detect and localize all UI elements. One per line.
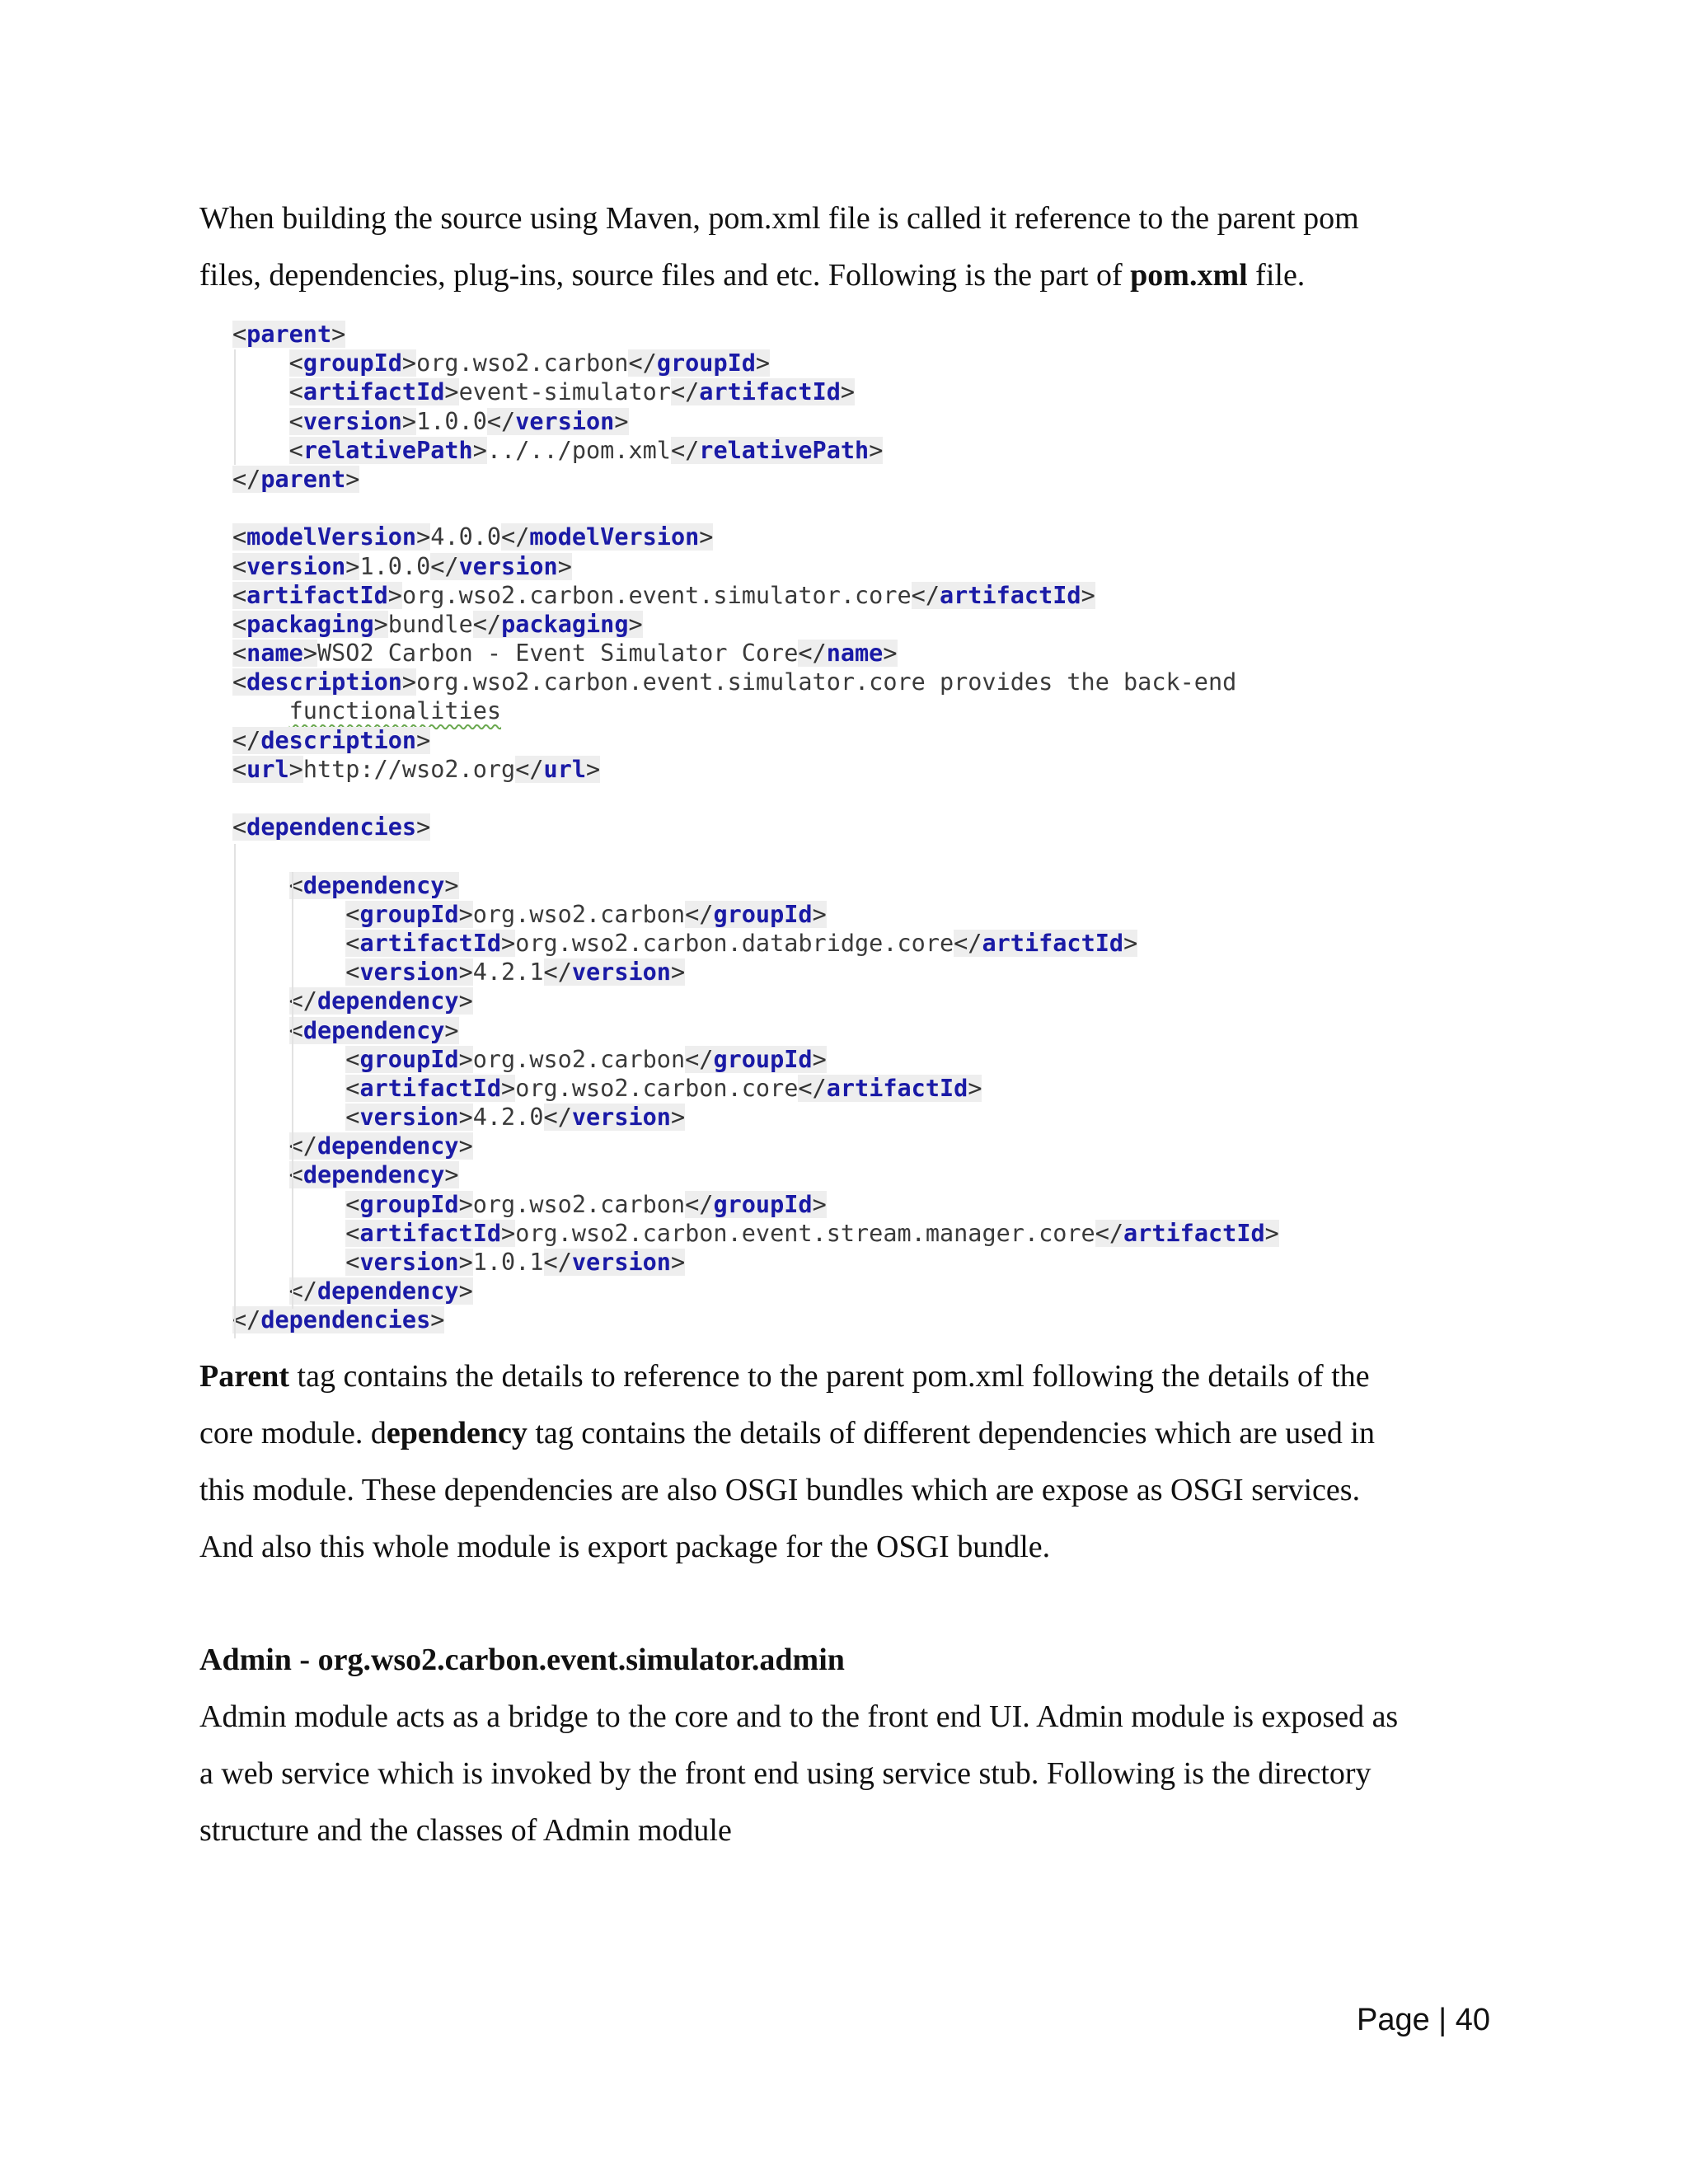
xml-text: 4.2.0 — [472, 1104, 544, 1132]
xml-tag-name: version — [515, 407, 615, 435]
xml-bracket: < — [288, 1161, 303, 1189]
xml-bracket: < — [232, 813, 247, 841]
xml-bracket: > — [458, 1132, 473, 1160]
xml-bracket: < — [345, 1045, 360, 1073]
xml-bracket: > — [416, 523, 431, 551]
code-indent — [232, 1075, 345, 1102]
code-line — [232, 784, 1320, 813]
xml-bracket: > — [699, 523, 714, 551]
code-line — [232, 726, 1320, 755]
xml-bracket: > — [458, 958, 473, 987]
xml-tag-name: packaging — [246, 610, 374, 638]
code-line — [232, 987, 1320, 1015]
xml-bracket: < — [232, 321, 247, 348]
xml-bracket: < — [232, 581, 247, 609]
xml-bracket: > — [444, 1016, 459, 1044]
xml-tag-name: artifactId — [359, 929, 502, 957]
code-line — [232, 552, 1320, 581]
xml-tag-name: dependency — [302, 1161, 445, 1189]
xml-text: 1.0.0 — [416, 407, 487, 435]
xml-text: functionalities — [288, 697, 502, 725]
xml-tag-name: artifactId — [302, 378, 445, 406]
xml-bracket: > — [416, 813, 431, 841]
xml-bracket: > — [812, 1190, 827, 1218]
xml-bracket: > — [869, 436, 884, 464]
xml-tag-name: name — [826, 640, 884, 668]
code-indent — [232, 697, 289, 724]
xml-tag-name: groupId — [359, 900, 459, 928]
xml-tag-name: artifactId — [246, 581, 388, 609]
code-indent — [232, 1277, 289, 1305]
xml-tag-name: modelVersion — [246, 523, 417, 551]
xml-tag-name: version — [359, 958, 459, 987]
intro-line-2 — [199, 247, 1502, 304]
xml-bracket: < — [345, 1249, 360, 1276]
xml-bracket: > — [501, 1074, 516, 1102]
xml-bracket: < — [288, 378, 303, 406]
xml-bracket: < — [288, 871, 303, 899]
pom-xml-bold: pom.xml — [1130, 258, 1248, 293]
intro-line-2-end: file. — [1247, 258, 1306, 293]
xml-bracket: < — [345, 958, 360, 987]
xml-tag-name: version — [571, 1104, 671, 1132]
xml-text: 1.0.0 — [359, 552, 431, 580]
code-indent — [232, 1161, 289, 1188]
code-line — [232, 1219, 1320, 1248]
xml-tag-name: artifactId — [359, 1219, 502, 1247]
code-line — [232, 755, 1320, 784]
xml-tag-name: groupId — [713, 900, 813, 928]
xml-bracket: > — [458, 1104, 473, 1132]
xml-tag-name: artifactId — [699, 378, 841, 406]
code-indent — [232, 901, 345, 928]
xml-tag-name: artifactId — [939, 581, 1081, 609]
xml-bracket: > — [628, 610, 643, 638]
xml-bracket: </ — [1095, 1219, 1124, 1247]
xml-bracket: </ — [501, 523, 530, 551]
admin-line-1: Admin module acts as a bridge to the core and to the front end UI. Admin module is exposed as — [199, 1699, 1399, 1734]
xml-tag-name: version — [571, 1249, 671, 1276]
code-line — [232, 639, 1320, 668]
admin-heading-text: Admin - org.wso2.carbon.event.simulator.admin — [199, 1643, 845, 1677]
code-line — [232, 871, 1320, 900]
xml-bracket: > — [373, 610, 388, 638]
code-line — [232, 1045, 1320, 1074]
xml-text: org.wso2.carbon — [472, 1190, 686, 1218]
code-indent — [232, 1132, 289, 1160]
xml-tag-name: groupId — [713, 1045, 813, 1073]
xml-bracket: < — [232, 552, 247, 580]
code-line — [232, 929, 1320, 958]
xml-bracket: </ — [232, 726, 261, 754]
xml-tag-name: groupId — [656, 349, 756, 377]
xml-text: 4.2.1 — [472, 958, 544, 987]
xml-bracket: > — [401, 407, 417, 435]
code-line — [232, 958, 1320, 987]
code-line — [232, 1248, 1320, 1277]
code-line — [232, 494, 1320, 523]
xml-text: org.wso2.carbon.event.simulator.core — [401, 581, 912, 609]
xml-bracket: </ — [670, 436, 700, 464]
xml-bracket: < — [232, 640, 247, 668]
xml-bracket: </ — [628, 349, 657, 377]
xml-bracket: </ — [288, 1132, 317, 1160]
admin-line-2: a web service which is invoked by the front end using service stub. Following is the directory — [199, 1756, 1372, 1791]
code-line — [232, 465, 1320, 494]
xml-text: 4.0.0 — [430, 523, 502, 551]
xml-bracket: > — [557, 552, 572, 580]
xml-bracket: > — [458, 900, 473, 928]
xml-bracket: < — [288, 349, 303, 377]
xml-bracket: < — [345, 1219, 360, 1247]
xml-tag-name: groupId — [713, 1190, 813, 1218]
xml-bracket: > — [1081, 581, 1095, 609]
xml-bracket: < — [232, 523, 247, 551]
code-indent — [232, 1104, 345, 1131]
code-line — [232, 610, 1320, 639]
xml-tag-name: relativePath — [302, 436, 473, 464]
xml-text: org.wso2.carbon.event.simulator.core provides the back-end — [416, 668, 1237, 696]
xml-bracket: < — [288, 407, 303, 435]
xml-tag-name: version — [458, 552, 558, 580]
dependency-bold: ependency — [386, 1416, 528, 1451]
admin-line-3: structure and the classes of Admin module — [199, 1813, 732, 1848]
xml-bracket: > — [458, 1190, 473, 1218]
xml-tag-name: description — [246, 668, 402, 696]
xml-bracket: > — [444, 378, 459, 406]
admin-heading — [199, 1632, 1502, 1689]
xml-bracket: < — [288, 1016, 303, 1044]
xml-tag-name: artifactId — [1123, 1219, 1265, 1247]
code-indent — [232, 987, 289, 1015]
code-line — [232, 581, 1320, 610]
xml-bracket: </ — [486, 407, 516, 435]
xml-bracket: </ — [472, 610, 502, 638]
intro-line-1: When building the source using Maven, pom.xml file is called it reference to the parent pom — [199, 201, 1359, 236]
xml-bracket: > — [1123, 929, 1138, 957]
parent-dependency-paragraph — [199, 1348, 1502, 1576]
xml-tag-name: dependency — [302, 871, 445, 899]
xml-bracket: </ — [685, 1045, 714, 1073]
code-line — [232, 1305, 1320, 1334]
xml-bracket: > — [812, 900, 827, 928]
xml-tag-name: relativePath — [699, 436, 870, 464]
code-line — [232, 1190, 1320, 1219]
indent-guide-parent — [234, 349, 236, 465]
code-line — [232, 407, 1320, 436]
code-line — [232, 377, 1320, 406]
xml-bracket: > — [472, 436, 487, 464]
xml-bracket: </ — [543, 1249, 572, 1276]
xml-bracket: > — [288, 755, 303, 783]
xml-bracket: > — [416, 726, 431, 754]
xml-tag-name: dependency — [316, 1277, 459, 1305]
para2-line-2 — [199, 1405, 1502, 1462]
code-line — [232, 696, 1320, 725]
pom-xml-code-screenshot — [232, 320, 1320, 1338]
code-indent — [232, 1249, 345, 1276]
xml-tag-name: version — [359, 1249, 459, 1276]
xml-bracket: </ — [798, 1074, 827, 1102]
xml-tag-name: version — [302, 407, 402, 435]
xml-bracket: </ — [232, 1306, 261, 1334]
xml-tag-name: dependency — [316, 1132, 459, 1160]
xml-text: bundle — [387, 610, 473, 638]
code-indent — [232, 930, 345, 957]
xml-bracket: </ — [954, 929, 982, 957]
xml-bracket: > — [401, 668, 417, 696]
xml-bracket: </ — [685, 900, 714, 928]
code-line — [232, 813, 1320, 841]
xml-text: org.wso2.carbon — [472, 1045, 686, 1073]
code-line — [232, 1074, 1320, 1103]
xml-bracket: > — [840, 378, 856, 406]
xml-bracket: > — [444, 1161, 459, 1189]
xml-bracket: > — [670, 958, 686, 987]
xml-bracket: </ — [232, 465, 261, 493]
code-line — [232, 349, 1320, 377]
code-indent — [232, 408, 289, 435]
xml-bracket: > — [586, 755, 601, 783]
xml-bracket: </ — [543, 1104, 572, 1132]
xml-tag-name: version — [571, 958, 671, 987]
xml-text: http://wso2.org — [302, 755, 516, 783]
code-indent — [232, 872, 289, 899]
xml-bracket: </ — [515, 755, 544, 783]
code-indent — [232, 1046, 345, 1073]
intro-paragraph — [199, 190, 1502, 304]
xml-tag-name: name — [246, 640, 303, 668]
code-indent — [232, 437, 289, 464]
xml-bracket: > — [1264, 1219, 1279, 1247]
xml-bracket: < — [345, 929, 360, 957]
xml-text: org.wso2.carbon.core — [515, 1074, 799, 1102]
para2-line-1-text: tag contains the details to reference to the parent pom.xml following the details of the — [289, 1359, 1370, 1394]
xml-bracket: > — [812, 1045, 827, 1073]
xml-bracket: > — [444, 871, 459, 899]
code-line — [232, 523, 1320, 551]
xml-bracket: < — [232, 668, 247, 696]
para2-line-2-text: tag contains the details of different dependencies which are used in — [527, 1416, 1375, 1451]
xml-bracket: > — [501, 1219, 516, 1247]
xml-text: org.wso2.carbon — [472, 900, 686, 928]
xml-tag-name: modelVersion — [529, 523, 700, 551]
xml-text: org.wso2.carbon — [416, 349, 629, 377]
code-indent — [232, 1191, 345, 1218]
xml-tag-name: groupId — [302, 349, 402, 377]
para2-line-2-start: core module. d — [199, 1416, 387, 1451]
xml-bracket: > — [458, 1249, 473, 1276]
code-line — [232, 1103, 1320, 1132]
xml-tag-name: url — [246, 755, 289, 783]
code-line — [232, 1132, 1320, 1160]
xml-bracket: </ — [911, 581, 940, 609]
xml-tag-name: parent — [260, 465, 346, 493]
xml-bracket: </ — [430, 552, 459, 580]
xml-bracket: > — [670, 1104, 686, 1132]
code-line — [232, 436, 1320, 465]
xml-bracket: > — [430, 1306, 445, 1334]
code-line — [232, 668, 1320, 696]
xml-tag-name: dependency — [316, 987, 459, 1015]
xml-tag-name: dependencies — [246, 813, 417, 841]
page-number: Page | 40 — [1356, 2003, 1490, 2037]
intro-line-2-text: files, dependencies, plug-ins, source files and etc. Following is the part of — [199, 258, 1131, 293]
xml-bracket: </ — [685, 1190, 714, 1218]
xml-bracket: </ — [288, 1277, 317, 1305]
xml-tag-name: url — [543, 755, 587, 783]
xml-tag-name: dependency — [302, 1016, 445, 1044]
xml-bracket: < — [345, 1104, 360, 1132]
code-line — [232, 841, 1320, 870]
xml-bracket: </ — [670, 378, 700, 406]
xml-bracket: > — [614, 407, 629, 435]
para2-line-1 — [199, 1348, 1502, 1405]
xml-tag-name: parent — [246, 321, 332, 348]
xml-tag-name: version — [359, 1104, 459, 1132]
xml-bracket: > — [670, 1249, 686, 1276]
xml-tag-name: artifactId — [359, 1074, 502, 1102]
xml-tag-name: description — [260, 726, 417, 754]
indent-guide-dependency — [292, 872, 293, 1309]
xml-bracket: > — [883, 640, 898, 668]
xml-bracket: > — [387, 581, 402, 609]
xml-bracket: < — [232, 755, 247, 783]
xml-bracket: </ — [288, 987, 317, 1015]
xml-bracket: </ — [798, 640, 827, 668]
xml-bracket: > — [331, 321, 346, 348]
xml-text: org.wso2.carbon.event.stream.manager.core — [515, 1219, 1095, 1247]
para2-line-4: And also this whole module is export package for the OSGI bundle. — [199, 1530, 1051, 1564]
code-line — [232, 320, 1320, 349]
code-indent — [232, 1220, 345, 1247]
xml-text: 1.0.1 — [472, 1249, 544, 1276]
xml-tag-name: version — [246, 552, 346, 580]
xml-bracket: </ — [543, 958, 572, 987]
xml-bracket: > — [458, 1045, 473, 1073]
code-line — [232, 1016, 1320, 1045]
code-line — [232, 1277, 1320, 1305]
xml-bracket: > — [302, 640, 317, 668]
xml-text: org.wso2.carbon.databridge.core — [515, 929, 954, 957]
xml-bracket: < — [345, 1190, 360, 1218]
xml-bracket: < — [345, 900, 360, 928]
xml-tag-name: artifactId — [826, 1074, 968, 1102]
xml-bracket: > — [458, 1277, 473, 1305]
xml-text: WSO2 Carbon - Event Simulator Core — [316, 640, 799, 668]
xml-bracket: > — [458, 987, 473, 1015]
xml-tag-name: dependencies — [260, 1306, 431, 1334]
code-indent — [232, 378, 289, 405]
xml-bracket: > — [968, 1074, 982, 1102]
xml-text: event-simulator — [458, 378, 671, 406]
para2-line-3: this module. These dependencies are also OSGI bundles which are expose as OSGI services. — [199, 1473, 1361, 1507]
code-indent — [232, 349, 289, 377]
xml-tag-name: groupId — [359, 1045, 459, 1073]
xml-bracket: > — [345, 465, 360, 493]
code-indent — [232, 1017, 289, 1044]
code-indent — [232, 958, 345, 986]
xml-bracket: > — [501, 929, 516, 957]
xml-bracket: < — [232, 610, 247, 638]
code-line — [232, 1160, 1320, 1189]
xml-bracket: > — [755, 349, 771, 377]
xml-tag-name: packaging — [501, 610, 629, 638]
xml-bracket: < — [288, 436, 303, 464]
xml-tag-name: artifactId — [982, 929, 1124, 957]
indent-guide-dependencies — [234, 844, 236, 1338]
xml-text: ../../pom.xml — [486, 436, 671, 464]
xml-bracket: < — [345, 1074, 360, 1102]
xml-bracket: > — [401, 349, 417, 377]
admin-section — [199, 1632, 1502, 1859]
parent-bold: Parent — [199, 1359, 290, 1394]
xml-tag-name: groupId — [359, 1190, 459, 1218]
code-line — [232, 900, 1320, 929]
xml-bracket: > — [345, 552, 360, 580]
